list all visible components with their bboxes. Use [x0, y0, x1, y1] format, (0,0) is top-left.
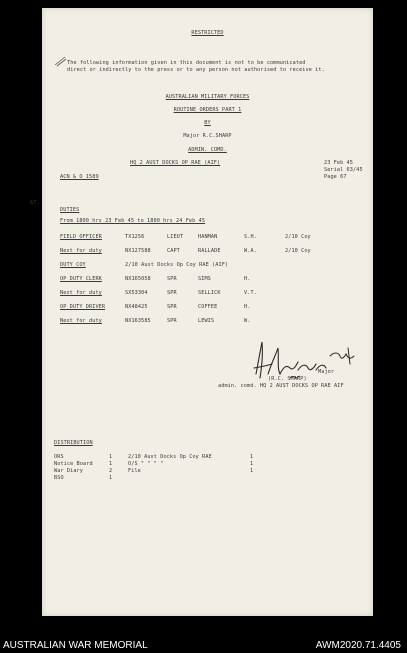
distribution-item-label: BSO	[54, 475, 64, 481]
distribution-item-count: 1	[109, 475, 113, 481]
duty-unit: 2/10 Coy	[285, 234, 311, 240]
distribution-item-count: 2	[109, 468, 113, 474]
officer-line: Major R.C.SHARP	[183, 133, 232, 139]
duty-initials: W.	[244, 318, 251, 324]
duty-name: SELLICK	[198, 290, 221, 296]
distribution-item-label: 2/10 Aust Docks Op Coy RAE	[128, 454, 212, 460]
duty-rank: LIEUT	[167, 234, 184, 240]
duty-label: FIELD OFFICER	[60, 234, 102, 240]
duty-name: SIMS	[198, 276, 211, 282]
duty-number: NX163585	[125, 318, 151, 324]
signature-appointment: admin. comd. HQ 2 AUST DOCKS OP RAE AIF	[218, 383, 344, 389]
by-line: BY	[204, 120, 211, 126]
duty-initials: W.A.	[244, 248, 257, 254]
archive-name: AUSTRALIAN WAR MEMORIAL	[3, 640, 148, 651]
distribution-item-count: 1	[109, 454, 113, 460]
duty-name: RALLADE	[198, 248, 221, 254]
duty-label: OP DUTY DRIVER	[60, 304, 106, 310]
distribution-item-label: War Diary	[54, 468, 84, 474]
distribution-item-count: 1	[109, 461, 113, 467]
duty-initials: H.	[244, 304, 251, 310]
distribution-item-count: 1	[250, 461, 254, 467]
duty-number: TX1256	[125, 234, 145, 240]
signature-name: (R.C. SHARP)	[268, 376, 307, 382]
forces-heading: AUSTRALIAN MILITARY FORCES	[165, 94, 250, 100]
item-number: 67.	[30, 200, 40, 206]
archive-footer	[0, 616, 407, 653]
item-title: DUTIES	[60, 207, 80, 213]
distribution-item-label: ORS	[54, 454, 64, 460]
distribution-item-label: File	[128, 468, 141, 474]
serial-line: Serial 63/45	[324, 167, 363, 173]
duty-label: Next for duty	[60, 290, 102, 296]
duty-number: NX127588	[125, 248, 151, 254]
duty-initials: H.	[244, 276, 251, 282]
duty-label: Next for duty	[60, 318, 102, 324]
distribution-title: DISTRIBUTION	[54, 440, 93, 446]
date-line: 23 Feb 45	[324, 160, 354, 166]
distribution-item-label: Notice Board	[54, 461, 93, 467]
duty-label: Next for duty	[60, 248, 102, 254]
duty-number: NX48425	[125, 304, 148, 310]
duty-unit: 2/10 Coy	[285, 248, 311, 254]
duty-number: SX53304	[125, 290, 148, 296]
duty-label: DUTY COY	[60, 262, 86, 268]
duty-label: OP DUTY CLERK	[60, 276, 102, 282]
duty-rank: SPR	[167, 304, 177, 310]
classification-heading: RESTRICTED	[191, 30, 224, 36]
duty-initials: V.T.	[244, 290, 257, 296]
duty-rank: SPR	[167, 318, 177, 324]
orders-title: ROUTINE ORDERS PART 1	[173, 107, 242, 113]
acn-line: ACN & O 1589	[60, 174, 99, 180]
duty-name: HANMAN	[198, 234, 218, 240]
document-page	[30, 8, 373, 616]
appointment-line: ADMIN. COMD.	[188, 147, 227, 153]
duty-number: NX165058	[125, 276, 151, 282]
duty-name: 2/10 Aust Docks Op Coy RAE (AIF)	[125, 262, 229, 268]
notice-line-1: The following information given in this document is not to be communicated	[67, 60, 306, 66]
duty-rank: CAPT	[167, 248, 180, 254]
unit-line: HQ 2 AUST DOCKS OP RAE (AIF)	[130, 160, 221, 166]
duty-rank: SPR	[167, 276, 177, 282]
duty-initials: S.H.	[244, 234, 257, 240]
duty-name: COFFEE	[198, 304, 218, 310]
duty-name: LEWIS	[198, 318, 215, 324]
distribution-item-count: 1	[250, 454, 254, 460]
distribution-item-count: 1	[250, 468, 254, 474]
duty-period: From 1800 hrs 23 Feb 45 to 1800 hrs 24 Feb 45	[60, 218, 206, 224]
diagonal-mark-icon	[53, 55, 67, 67]
distribution-item-label: O/S " " " "	[128, 461, 164, 467]
duty-rank: SPR	[167, 290, 177, 296]
signature-rank: Major	[318, 369, 335, 375]
page-line: Page 67	[324, 174, 347, 180]
accession-number: AWM2020.71.4405	[315, 640, 401, 651]
notice-line-2: direct or indirectly to the press or to any person not authorised to receive it.	[67, 67, 325, 73]
